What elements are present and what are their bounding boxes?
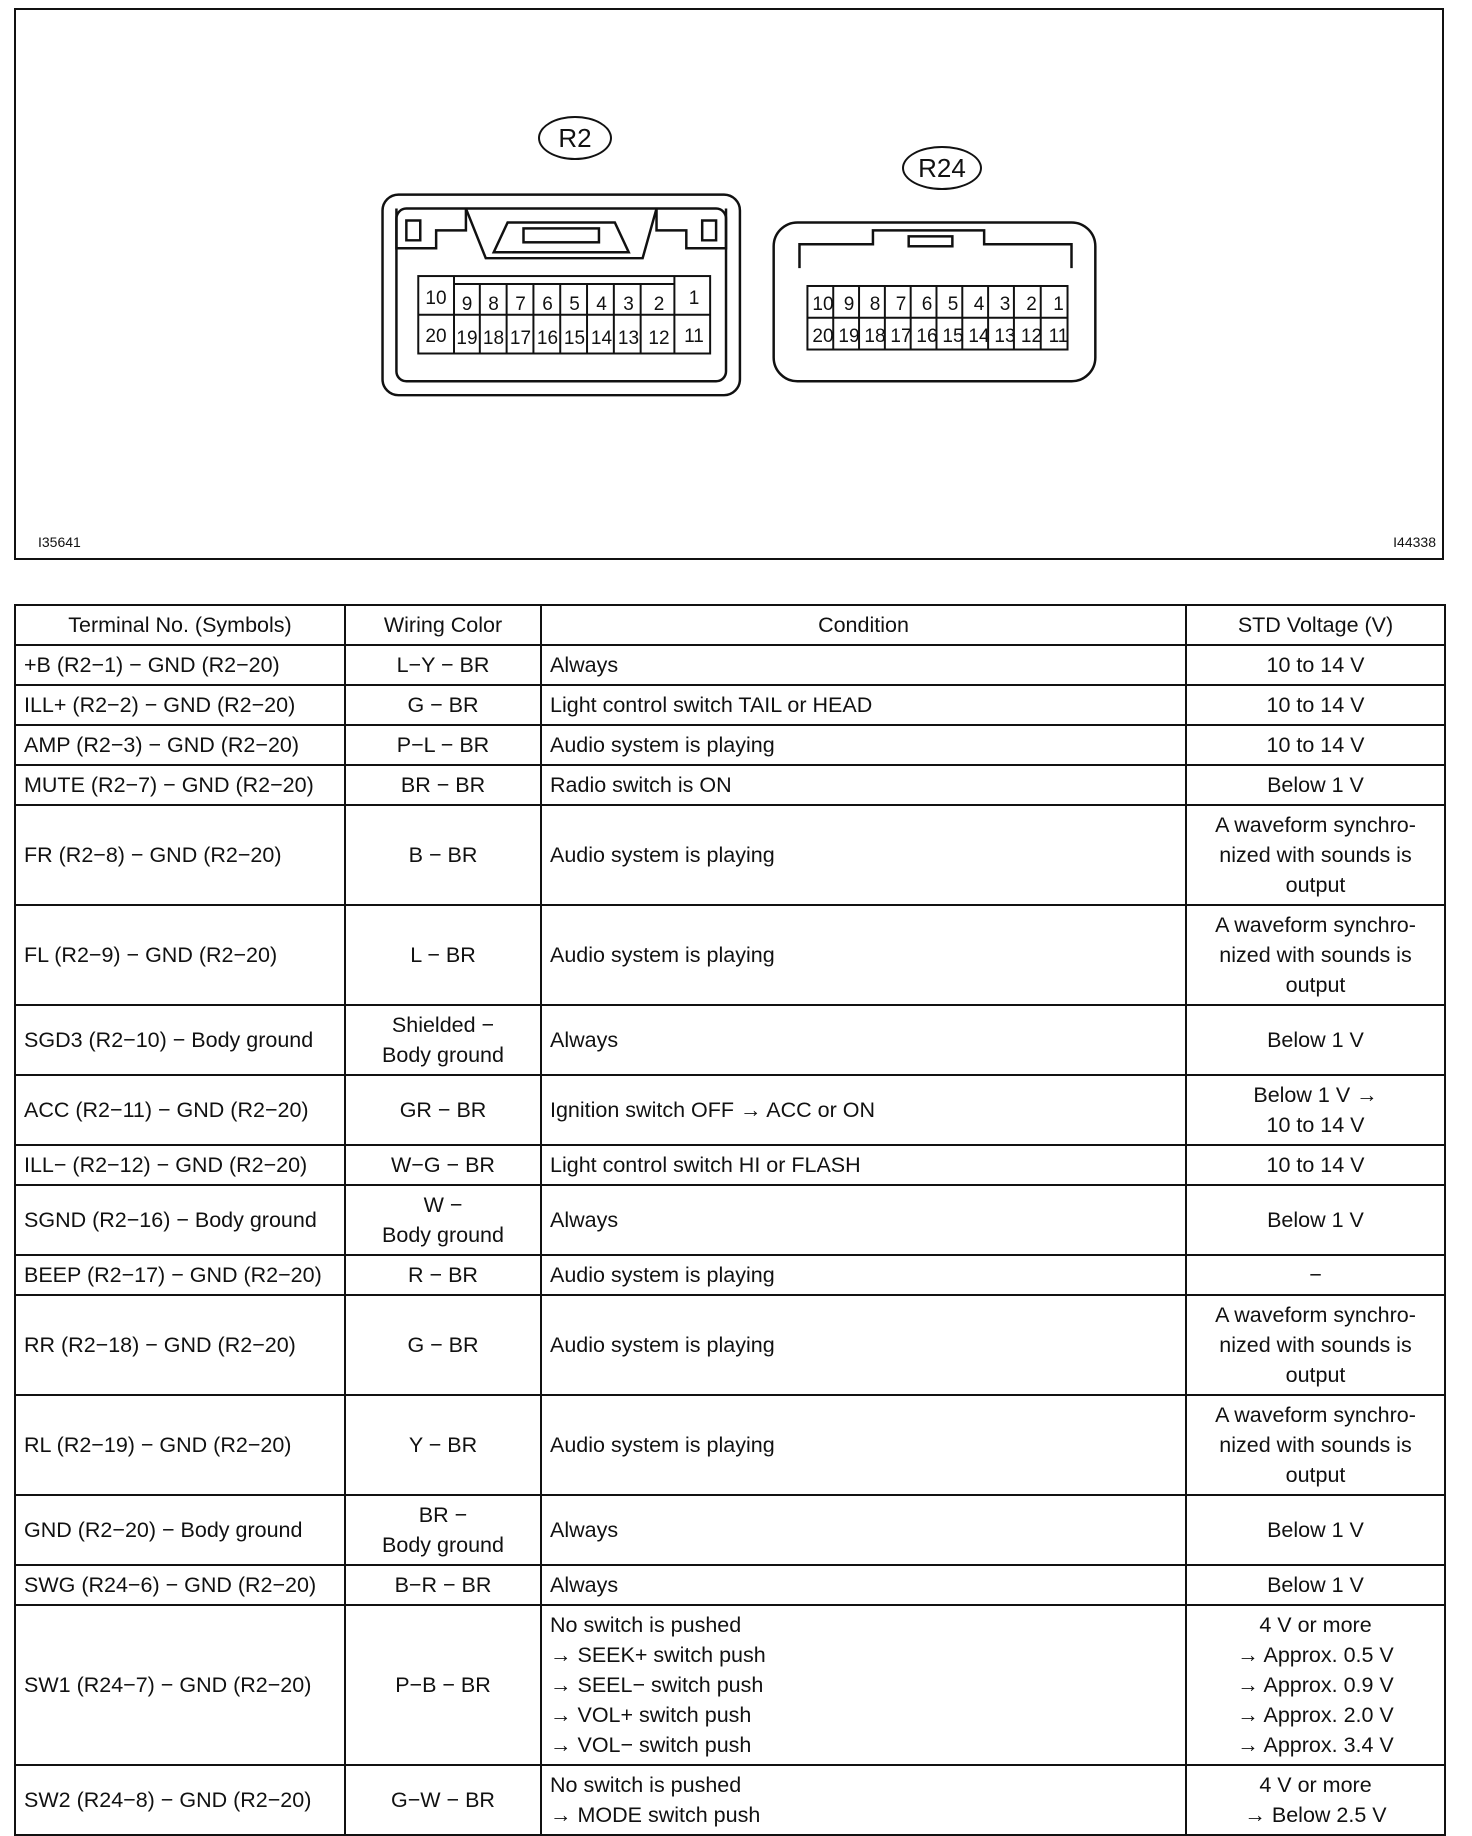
table-row <box>15 1255 1445 1295</box>
terminal-spec-table <box>14 604 1446 1836</box>
table-header-row <box>15 605 1445 645</box>
condition-cell-line: Always <box>550 1518 619 1542</box>
r24-pin-8: 8 <box>869 294 881 315</box>
terminal-cell: +B (R2−1) − GND (R2−20) <box>15 645 345 685</box>
std-voltage-cell-line: output <box>1285 973 1346 997</box>
std-voltage-cell <box>1186 645 1445 685</box>
std-voltage-cell <box>1186 1185 1445 1255</box>
condition-cell <box>541 1255 1186 1295</box>
r2-pin-16: 16 <box>536 328 559 349</box>
r24-pin-16: 16 <box>916 326 938 347</box>
std-voltage-cell-line: 10 to 14 V <box>1266 733 1365 757</box>
std-voltage-cell <box>1186 1605 1445 1765</box>
r24-pin-20: 20 <box>812 326 834 347</box>
r2-connector-label: R2 <box>538 116 612 160</box>
wiring-color-cell <box>345 1565 541 1605</box>
table-row <box>15 1605 1445 1765</box>
condition-cell-line: Audio system is playing <box>550 943 775 967</box>
header-terminal: Terminal No. (Symbols) <box>15 605 345 645</box>
std-voltage-cell-line: 10 to 14 V <box>1266 1113 1365 1137</box>
terminal-cell: SGND (R2−16) − Body ground <box>15 1185 345 1255</box>
condition-cell-line: Always <box>550 1573 619 1597</box>
r2-pin-20: 20 <box>425 326 447 347</box>
r24-pin-5: 5 <box>947 294 959 315</box>
wiring-color-cell-line: Shielded − <box>391 1013 495 1037</box>
std-voltage-cell-line: output <box>1285 1463 1346 1487</box>
condition-cell-line: No switch is pushed <box>550 1613 742 1637</box>
condition-cell <box>541 1005 1186 1075</box>
std-voltage-cell <box>1186 1295 1445 1395</box>
std-voltage-cell <box>1186 1565 1445 1605</box>
condition-cell-line: Audio system is playing <box>550 1263 775 1287</box>
header-wiring-color: Wiring Color <box>345 605 541 645</box>
r2-pin-13: 13 <box>617 328 640 349</box>
r2-pin-17: 17 <box>509 328 532 349</box>
condition-cell-line: Radio switch is ON <box>550 773 732 797</box>
condition-cell <box>541 1765 1186 1835</box>
std-voltage-cell-line: → Below 2.5 V <box>1244 1803 1387 1827</box>
condition-cell-line: No switch is pushed <box>550 1773 742 1797</box>
header-condition: Condition <box>541 605 1186 645</box>
condition-cell-line: Audio system is playing <box>550 1433 775 1457</box>
table-row <box>15 1005 1445 1075</box>
table-row <box>15 1145 1445 1185</box>
wiring-color-cell-line: Y − BR <box>408 1433 478 1457</box>
table-row <box>15 1295 1445 1395</box>
wiring-color-cell-line: Body ground <box>382 1043 504 1067</box>
terminal-cell: MUTE (R2−7) − GND (R2−20) <box>15 765 345 805</box>
terminal-cell: RL (R2−19) − GND (R2−20) <box>15 1395 345 1495</box>
r2-pin-7: 7 <box>515 294 526 315</box>
std-voltage-cell-line: → Approx. 2.0 V <box>1237 1703 1394 1727</box>
wiring-color-cell <box>345 1255 541 1295</box>
r24-pin-6: 6 <box>921 294 933 315</box>
r24-pin-15: 15 <box>942 326 964 347</box>
std-voltage-cell <box>1186 765 1445 805</box>
wiring-color-cell <box>345 1005 541 1075</box>
r24-connector-label: R24 <box>902 146 982 190</box>
r2-pin-11: 11 <box>684 326 704 347</box>
terminal-cell: FL (R2−9) − GND (R2−20) <box>15 905 345 1005</box>
r2-pin-2: 2 <box>653 294 665 315</box>
r2-pin-4: 4 <box>596 294 607 315</box>
table-body <box>15 645 1445 1835</box>
std-voltage-cell <box>1186 1075 1445 1145</box>
terminal-cell: ILL− (R2−12) − GND (R2−20) <box>15 1145 345 1185</box>
std-voltage-cell-line: nized with sounds is <box>1219 843 1412 867</box>
std-voltage-cell-line: − <box>1309 1263 1322 1287</box>
r24-pin-3: 3 <box>999 294 1011 315</box>
wiring-color-cell-line: L − BR <box>410 943 476 967</box>
table-row <box>15 1075 1445 1145</box>
condition-cell-line: → VOL+ switch push <box>550 1703 752 1727</box>
wiring-color-cell-line: B − BR <box>408 843 478 867</box>
r2-pin-5: 5 <box>569 294 580 315</box>
r24-pin-1: 1 <box>1053 294 1064 315</box>
std-voltage-cell-line: → Approx. 0.5 V <box>1237 1643 1394 1667</box>
figure-id-left: I35641 <box>38 534 81 550</box>
condition-cell <box>541 725 1186 765</box>
r2-pin-18: 18 <box>482 328 505 349</box>
std-voltage-cell <box>1186 1005 1445 1075</box>
wiring-color-cell <box>345 1605 541 1765</box>
table-row <box>15 1495 1445 1565</box>
r2-pin-15: 15 <box>563 328 586 349</box>
condition-cell-line: Light control switch TAIL or HEAD <box>550 693 873 717</box>
std-voltage-cell-line: 10 to 14 V <box>1266 693 1365 717</box>
header-std-voltage: STD Voltage (V) <box>1186 605 1445 645</box>
condition-cell <box>541 1145 1186 1185</box>
r24-pin-7: 7 <box>895 294 907 315</box>
std-voltage-cell <box>1186 1255 1445 1295</box>
std-voltage-cell-line: Below 1 V <box>1267 1573 1364 1597</box>
r2-pin-10: 10 <box>425 288 447 309</box>
condition-cell <box>541 1565 1186 1605</box>
condition-cell-line: → SEEL− switch push <box>550 1673 764 1697</box>
std-voltage-cell <box>1186 1495 1445 1565</box>
r2-pin-19: 19 <box>456 328 478 349</box>
wiring-color-cell-line: Body ground <box>382 1223 504 1247</box>
wiring-color-cell-line: W−G − BR <box>391 1153 495 1177</box>
std-voltage-cell-line: Below 1 V <box>1267 1518 1364 1542</box>
wiring-color-cell-line: W − <box>423 1193 463 1217</box>
terminal-cell: BEEP (R2−17) − GND (R2−20) <box>15 1255 345 1295</box>
std-voltage-cell-line: A waveform synchro- <box>1215 913 1416 937</box>
std-voltage-cell-line: nized with sounds is <box>1219 1333 1412 1357</box>
r24-pin-2: 2 <box>1026 294 1037 315</box>
r2-pin-12: 12 <box>648 328 670 349</box>
condition-cell <box>541 645 1186 685</box>
r2-pin-1: 1 <box>688 288 700 309</box>
wiring-color-cell <box>345 1185 541 1255</box>
terminal-cell: SWG (R24−6) − GND (R2−20) <box>15 1565 345 1605</box>
terminal-cell: SW2 (R24−8) − GND (R2−20) <box>15 1765 345 1835</box>
std-voltage-cell <box>1186 1395 1445 1495</box>
condition-cell <box>541 805 1186 905</box>
wiring-color-cell-line: R − BR <box>408 1263 478 1287</box>
table-row <box>15 1395 1445 1495</box>
std-voltage-cell-line: A waveform synchro- <box>1215 1403 1416 1427</box>
wiring-color-cell <box>345 1075 541 1145</box>
std-voltage-cell-line: Below 1 V <box>1267 1028 1364 1052</box>
std-voltage-cell-line: output <box>1285 1363 1346 1387</box>
std-voltage-cell <box>1186 805 1445 905</box>
wiring-color-cell-line: P−B − BR <box>395 1673 491 1697</box>
wiring-color-cell-line: G−W − BR <box>391 1788 495 1812</box>
connector-figure <box>14 8 1444 560</box>
std-voltage-cell-line: Below 1 V <box>1267 773 1364 797</box>
connector-drawing <box>16 10 1442 558</box>
r24-pin-13: 13 <box>994 326 1016 347</box>
table-row <box>15 725 1445 765</box>
terminal-cell: SGD3 (R2−10) − Body ground <box>15 1005 345 1075</box>
r2-pin-9: 9 <box>461 294 473 315</box>
table-row <box>15 1185 1445 1255</box>
condition-cell-line: Audio system is playing <box>550 733 775 757</box>
condition-cell-line: Always <box>550 1028 619 1052</box>
std-voltage-cell <box>1186 685 1445 725</box>
table-row <box>15 685 1445 725</box>
condition-cell <box>541 1495 1186 1565</box>
wiring-color-cell <box>345 805 541 905</box>
r24-pin-12: 12 <box>1020 326 1043 347</box>
std-voltage-cell-line: nized with sounds is <box>1219 943 1412 967</box>
std-voltage-cell-line: → Approx. 0.9 V <box>1237 1673 1394 1697</box>
condition-cell-line: Always <box>550 1208 619 1232</box>
condition-cell <box>541 685 1186 725</box>
condition-cell-line: Audio system is playing <box>550 1333 775 1357</box>
std-voltage-cell-line: output <box>1285 873 1346 897</box>
std-voltage-cell-line: A waveform synchro- <box>1215 813 1416 837</box>
table-row <box>15 645 1445 685</box>
table-row <box>15 765 1445 805</box>
std-voltage-cell-line: 10 to 14 V <box>1266 1153 1365 1177</box>
r24-pin-17: 17 <box>890 326 912 347</box>
condition-cell <box>541 765 1186 805</box>
terminal-cell: FR (R2−8) − GND (R2−20) <box>15 805 345 905</box>
wiring-color-cell-line: P−L − BR <box>396 733 490 757</box>
r2-pin-14: 14 <box>590 328 613 349</box>
terminal-cell: AMP (R2−3) − GND (R2−20) <box>15 725 345 765</box>
condition-cell-line: → SEEK+ switch push <box>550 1643 766 1667</box>
std-voltage-cell <box>1186 905 1445 1005</box>
r2-pin-3: 3 <box>623 294 634 315</box>
condition-cell-line: → MODE switch push <box>550 1803 761 1827</box>
wiring-color-cell <box>345 645 541 685</box>
std-voltage-cell-line: 10 to 14 V <box>1266 653 1365 677</box>
condition-cell <box>541 1185 1186 1255</box>
wiring-color-cell <box>345 1145 541 1185</box>
wiring-color-cell <box>345 765 541 805</box>
condition-cell <box>541 1605 1186 1765</box>
wiring-color-cell <box>345 1395 541 1495</box>
wiring-color-cell-line: GR − BR <box>399 1098 487 1122</box>
wiring-color-cell <box>345 1765 541 1835</box>
wiring-color-cell-line: G − BR <box>407 1333 479 1357</box>
figure-id-right: I44338 <box>1393 534 1436 550</box>
r24-pin-10: 10 <box>812 294 834 315</box>
r24-pin-18: 18 <box>864 326 886 347</box>
wiring-color-cell <box>345 905 541 1005</box>
r24-pin-4: 4 <box>973 294 985 315</box>
r24-pin-19: 19 <box>838 326 860 347</box>
wiring-color-cell-line: BR − <box>418 1503 468 1527</box>
wiring-color-cell-line: BR − BR <box>400 773 486 797</box>
std-voltage-cell-line: nized with sounds is <box>1219 1433 1412 1457</box>
wiring-color-cell <box>345 1295 541 1395</box>
terminal-cell: ACC (R2−11) − GND (R2−20) <box>15 1075 345 1145</box>
condition-cell-line: → VOL− switch push <box>550 1733 752 1757</box>
std-voltage-cell <box>1186 1765 1445 1835</box>
terminal-cell: SW1 (R24−7) − GND (R2−20) <box>15 1605 345 1765</box>
table-row <box>15 805 1445 905</box>
r24-pin-14: 14 <box>968 326 990 347</box>
wiring-color-cell <box>345 725 541 765</box>
r2-pin-6: 6 <box>542 294 553 315</box>
r24-pin-9: 9 <box>843 294 855 315</box>
condition-cell <box>541 1075 1186 1145</box>
wiring-color-cell-line: G − BR <box>407 693 479 717</box>
terminal-cell: ILL+ (R2−2) − GND (R2−20) <box>15 685 345 725</box>
wiring-color-cell-line: Body ground <box>382 1533 504 1557</box>
std-voltage-cell-line: 4 V or more <box>1259 1773 1372 1797</box>
table-row <box>15 905 1445 1005</box>
table-row <box>15 1565 1445 1605</box>
std-voltage-cell <box>1186 1145 1445 1185</box>
condition-cell <box>541 905 1186 1005</box>
condition-cell <box>541 1295 1186 1395</box>
std-voltage-cell-line: → Approx. 3.4 V <box>1237 1733 1394 1757</box>
std-voltage-cell-line: Below 1 V → <box>1253 1083 1378 1107</box>
wiring-color-cell-line: L−Y − BR <box>396 653 490 677</box>
terminal-cell: RR (R2−18) − GND (R2−20) <box>15 1295 345 1395</box>
wiring-color-cell <box>345 685 541 725</box>
std-voltage-cell <box>1186 725 1445 765</box>
condition-cell-line: Always <box>550 653 619 677</box>
table-row <box>15 1765 1445 1835</box>
wiring-color-cell-line: B−R − BR <box>394 1573 492 1597</box>
terminal-cell: GND (R2−20) − Body ground <box>15 1495 345 1565</box>
r2-pin-8: 8 <box>488 294 499 315</box>
condition-cell <box>541 1395 1186 1495</box>
condition-cell-line: Ignition switch OFF → ACC or ON <box>550 1098 875 1122</box>
condition-cell-line: Audio system is playing <box>550 843 775 867</box>
std-voltage-cell-line: 4 V or more <box>1259 1613 1372 1637</box>
wiring-color-cell <box>345 1495 541 1565</box>
std-voltage-cell-line: Below 1 V <box>1267 1208 1364 1232</box>
std-voltage-cell-line: A waveform synchro- <box>1215 1303 1416 1327</box>
r24-pin-11: 11 <box>1048 326 1069 347</box>
condition-cell-line: Light control switch HI or FLASH <box>550 1153 861 1177</box>
